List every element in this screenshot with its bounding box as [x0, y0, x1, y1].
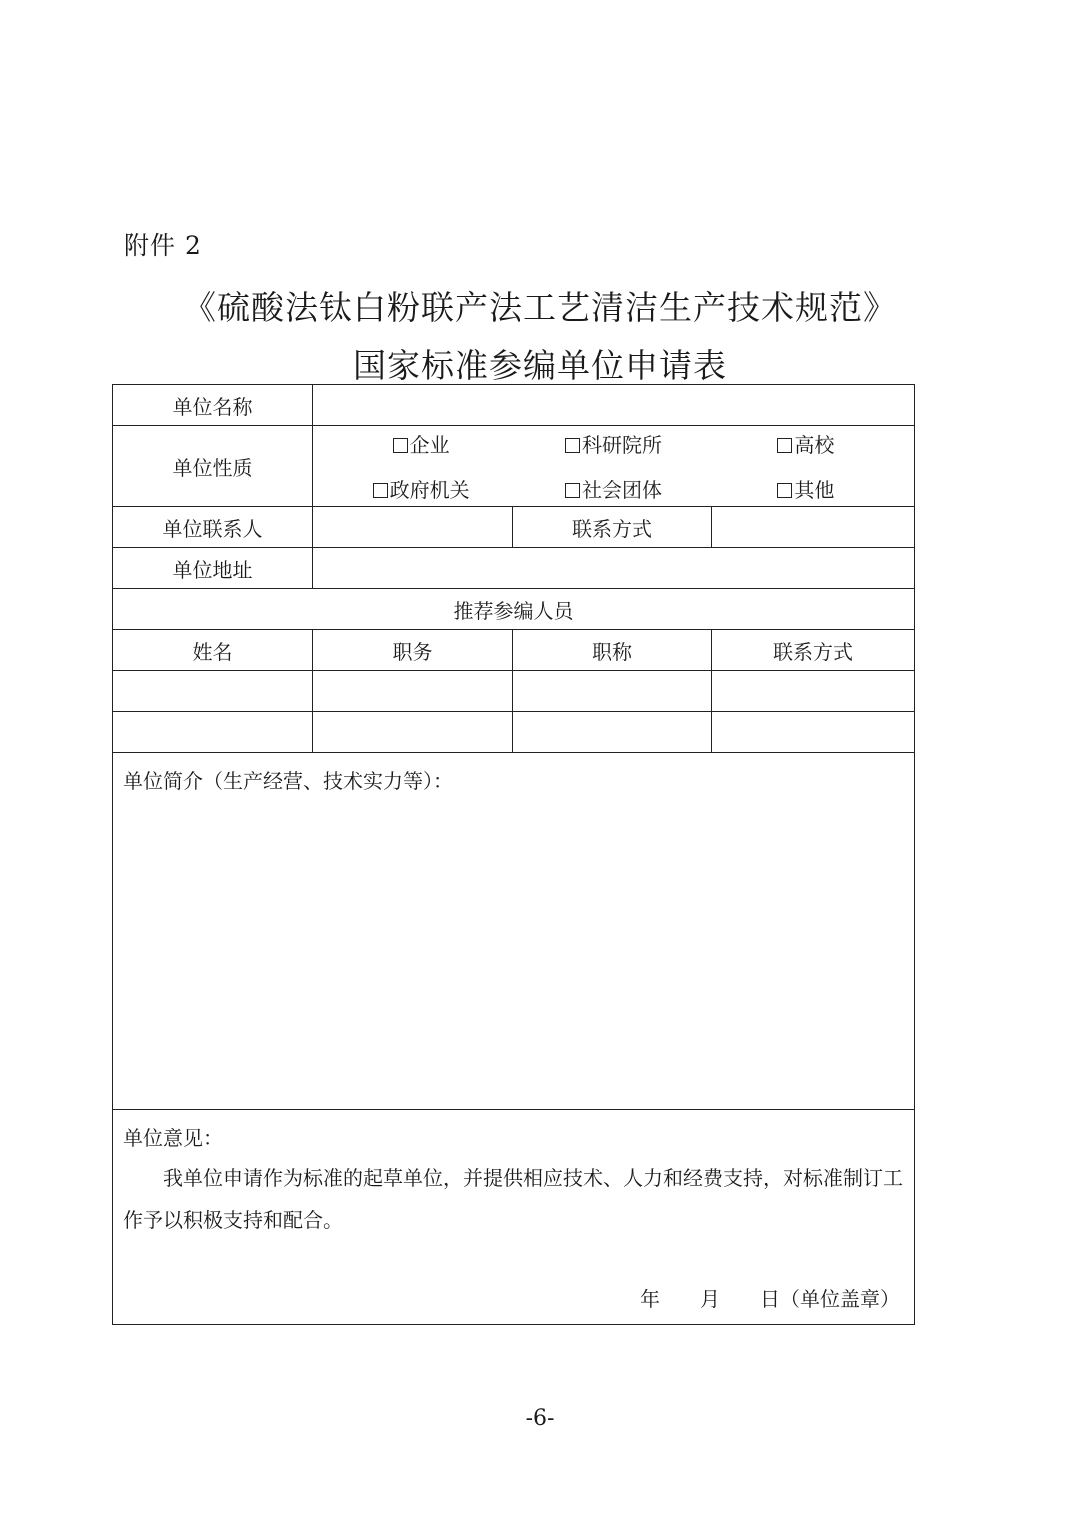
document-title: 《硫酸法钛白粉联产法工艺清洁生产技术规范》 — [183, 288, 897, 327]
unit-name-field[interactable] — [313, 385, 915, 426]
checkbox-icon[interactable] — [393, 438, 408, 453]
option-university[interactable] — [710, 429, 902, 458]
option-label: 企业 — [409, 433, 450, 457]
title-cell[interactable] — [513, 671, 712, 712]
checkbox-icon[interactable] — [777, 483, 792, 498]
intro-row — [113, 753, 915, 1110]
column-contact: 联系方式 — [712, 630, 915, 671]
column-title: 职称 — [513, 630, 712, 671]
option-other[interactable] — [710, 474, 902, 503]
form-title: 国家标准参编单位申请表 — [353, 346, 727, 385]
address-row — [113, 548, 915, 589]
option-social-group[interactable] — [517, 474, 709, 503]
contact-person-field[interactable] — [313, 507, 513, 548]
page-number: -6- — [525, 1406, 555, 1431]
opinion-text: 我单位申请作为标准的起草单位，并提供相应技术、人力和经费支持，对标准制订工作予以积极支持和配合。 — [123, 1166, 903, 1232]
option-label: 政府机关 — [389, 478, 470, 502]
intro-label: 单位简介（生产经营、技术实力等）： — [123, 769, 453, 793]
table-row — [113, 712, 915, 753]
checkbox-icon[interactable] — [565, 438, 580, 453]
opinion-date-seal: 年 月 日（单位盖章） — [640, 1287, 901, 1311]
column-name: 姓名 — [113, 630, 313, 671]
application-form — [112, 384, 915, 1325]
checkbox-icon[interactable] — [373, 483, 388, 498]
intro-cell[interactable] — [113, 753, 915, 1110]
contact-row — [113, 507, 915, 548]
address-label: 单位地址 — [113, 548, 313, 589]
option-label: 高校 — [794, 433, 835, 457]
unit-nature-label: 单位性质 — [113, 426, 313, 507]
option-label: 其他 — [794, 478, 835, 502]
option-research-institute[interactable] — [517, 429, 709, 458]
contact-method-field[interactable] — [712, 507, 915, 548]
option-label: 科研院所 — [582, 433, 662, 457]
name-cell[interactable] — [113, 671, 313, 712]
contact-cell[interactable] — [712, 712, 915, 753]
unit-nature-options — [313, 426, 915, 507]
unit-name-label: 单位名称 — [113, 385, 313, 426]
contact-person-label: 单位联系人 — [113, 507, 313, 548]
name-cell[interactable] — [113, 712, 313, 753]
opinion-cell — [113, 1110, 915, 1325]
recommended-header: 推荐参编人员 — [113, 589, 915, 630]
checkbox-icon[interactable] — [777, 438, 792, 453]
attachment-label: 附件 2 — [124, 231, 202, 260]
personnel-column-headers — [113, 630, 915, 671]
contact-cell[interactable] — [712, 671, 915, 712]
contact-method-label: 联系方式 — [513, 507, 712, 548]
opinion-label: 单位意见： — [123, 1126, 223, 1150]
checkbox-icon[interactable] — [565, 483, 580, 498]
position-cell[interactable] — [313, 712, 513, 753]
position-cell[interactable] — [313, 671, 513, 712]
unit-name-row — [113, 385, 915, 426]
column-position: 职务 — [313, 630, 513, 671]
option-government[interactable] — [325, 474, 517, 503]
title-cell[interactable] — [513, 712, 712, 753]
unit-nature-row — [113, 426, 915, 507]
recommended-header-row — [113, 589, 915, 630]
table-row — [113, 671, 915, 712]
opinion-row — [113, 1110, 915, 1325]
option-enterprise[interactable] — [325, 429, 517, 458]
address-field[interactable] — [313, 548, 915, 589]
option-label: 社会团体 — [582, 478, 662, 502]
